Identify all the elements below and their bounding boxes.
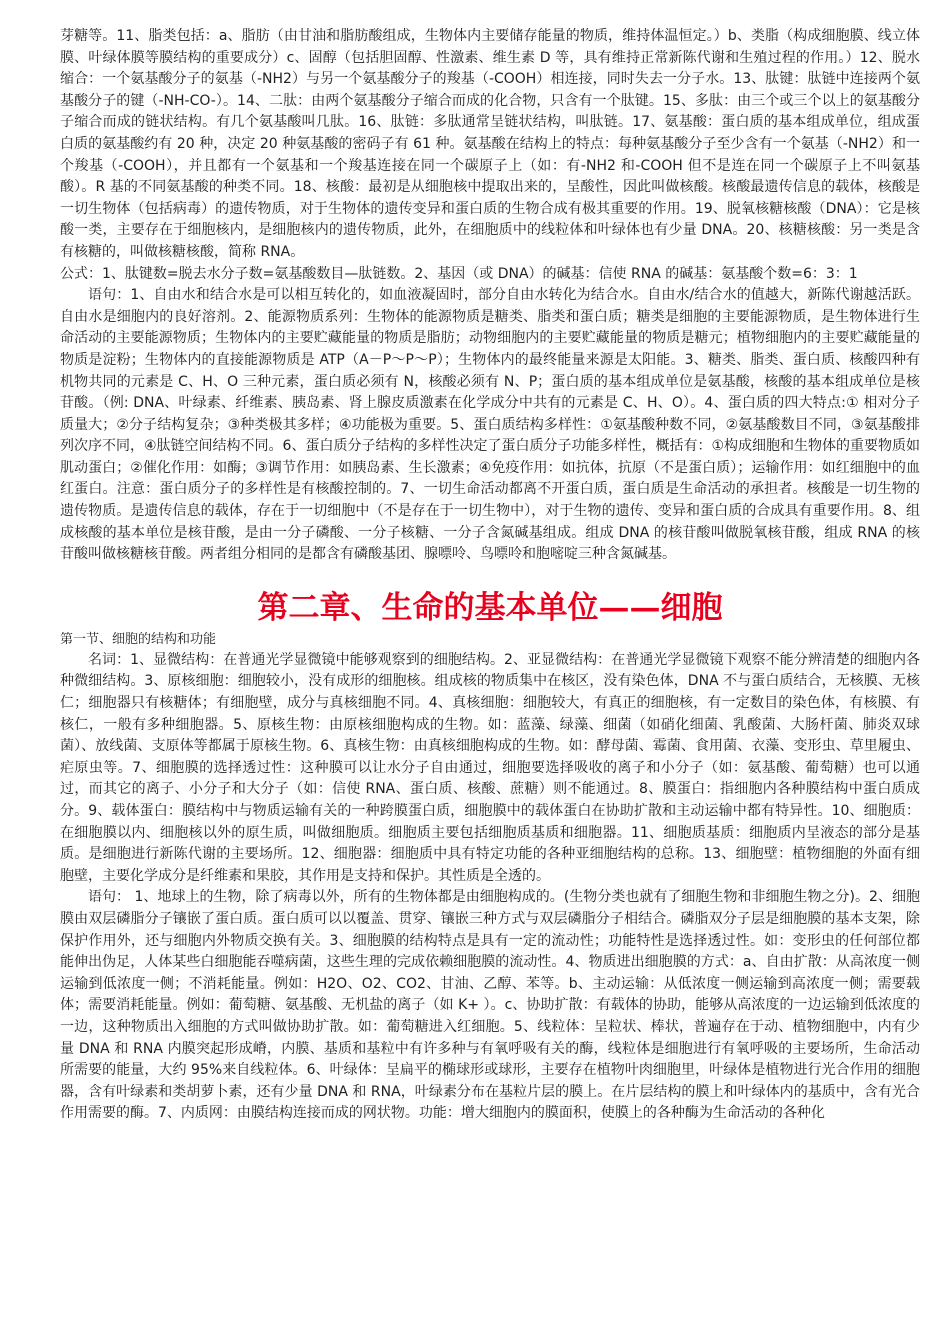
section-heading: 第一节、细胞的结构和功能: [60, 631, 217, 647]
paragraph-formula: 公式：1、肽键数=脱去水分子数=氨基酸数目—肽链数。2、基因（或 DNA）的碱基：信使 RNA 的碱基：氨基酸个数=6：3：1: [60, 265, 858, 282]
paragraph-statements-ch2: 语句： 1、地球上的生物，除了病毒以外，所有的生物体都是由细胞构成的。(生物分类也就有了细胞生物和非细胞生物之分)。2、细胞膜由双层磷脂分子镶嵌了蛋白质。蛋白质可以以覆盖、贯穿、镶嵌三种方式与双层磷脂分子相结合。磷脂双分子层是细胞膜的基本支架，除保护作用外，还与细胞内外物质交换有关。3、细胞膜的结构特点是具有一定的流动性；功能特性是选择透过性。如：变形虫的任何部位都能伸出伪足，人体某些白细胞能吞噬病菌，这些生理的完成依赖细胞膜的流动性。4、物质进出细胞膜的方式：a、自由扩散：从高浓度一侧运输到低浓度一侧；不消耗能量。例如：H2O、O2、CO2、甘油、乙醇、苯等。b、主动运输：从低浓度一侧运输到高浓度一侧；需要载体；需要消耗能量。例如：葡萄糖、氨基酸、无机盐的离子（如 K+ ）。c、协助扩散：有载体的协助，能够从高浓度的一边运输到低浓度的一边，这种物质出入细胞的方式叫做协助扩散。如：葡萄糖进入红细胞。5、线粒体：呈粒状、棒状，普遍存在于动、植物细胞中，内有少量 DNA 和 RNA 内膜突起形成嵴，内膜、基质和基粒中有许多种与有氧呼吸有关的酶，线粒体是细胞进行有氧呼吸的主要场所，生命活动所需要的能量，大约 95%来自线粒体。6、叶绿体：呈扁平的椭球形或球形，主要存在植物叶肉细胞里，叶绿体是植物进行光合作用的细胞器，含有叶绿素和类胡萝卜素，还有少量 DNA 和 RNA，叶绿素分布在基粒片层的膜上。在片层结构的膜上和叶绿体内的基质中，含有光合作用需要的酶。7、内质网：由膜结构连接而成的网状物。功能：增大细胞内的膜面积，使膜上的各种酶为生命活动的各种化: [60, 889, 920, 1122]
paragraph-statements-ch1: 语句：1、自由水和结合水是可以相互转化的，如血液凝固时，部分自由水转化为结合水。自由水/结合水的值越大，新陈代谢越活跃。自由水是细胞内的良好溶剂。2、能源物质系列：生物体的能源物质是糖类、脂类和蛋白质；糖类是细胞的主要能源物质，是生物体进行生命活动的主要能源物质；生物体内的主要贮藏能量的物质是脂肪；动物细胞内的主要贮藏能量的物质是糖元；植物细胞内的主要贮藏能量的物质是淀粉；生物体内的直接能源物质是 ATP（A－P～P～P）；生物体内的最终能量来源是太阳能。3、糖类、脂类、蛋白质、核酸四种有机物共同的元素是 C、H、O 三种元素，蛋白质必须有 N，核酸必须有 N、P；蛋白质的基本组成单位是氨基酸，核酸的基本组成单位是核苷酸。（例: DNA、叶绿素、纤维素、胰岛素、肾上腺皮质激素在化学成分中共有的元素是 C、H、O）。4、蛋白质的四大特点:① 相对分子质量大；②分子结构复杂；③种类极其多样；④功能极为重要。5、蛋白质结构多样性：①氨基酸种数不同，②氨基酸数目不同，③氨基酸排列次序不同，④肽链空间结构不同。6、蛋白质分子结构的多样性决定了蛋白质分子功能多样性，概括有：①构成细胞和生物体的重要物质如肌动蛋白；②催化作用：如酶；③调节作用：如胰岛素、生长激素；④免疫作用：如抗体，抗原（不是蛋白质）；运输作用：如红细胞中的血红蛋白。注意：蛋白质分子的多样性是有核酸控制的。7、一切生命活动都离不开蛋白质，蛋白质是生命活动的承担者。核酸是一切生物的遗传物质。是遗传信息的载体，存在于一切细胞中（不是存在于一切生物中），对于生物的遗传、变异和蛋白质的合成具有重要作用。8、组成核酸的基本单位是核苷酸，是由一分子磷酸、一分子核糖、一分子含氮碱基组成。组成 DNA 的核苷酸叫做脱氧核苷酸，组成 RNA 的核苷酸叫做核糖核苷酸。两者组分相同的是都含有磷酸基团、腺嘌呤、鸟嘌呤和胞嘧啶三种含氮碱基。: [60, 287, 921, 563]
paragraph-lipids-nucleic-acids: 芽糖等。11、脂类包括：a、脂肪（由甘油和脂肪酸组成，生物体内主要储存能量的物质，维持体温恒定。）b、类脂（构成细胞膜、线立体膜、叶绿体膜等膜结构的重要成分）c、固醇（包括胆固醇、性激素、维生素 D 等，具有维持正常新陈代谢和生殖过程的作用。）12、脱水缩合：一个氨基酸分子的氨基（-NH2）与另一个氨基酸分子的羧基（-COOH）相连接，同时失去一分子水。13、肽键：肽链中连接两个氨基酸分子的键（-NH-CO-）。14、二肽：由两个氨基酸分子缩合而成的化合物，只含有一个肽键。15、多肽：由三个或三个以上的氨基酸分子缩合而成的链状结构。有几个氨基酸叫几肽。16、肽链：多肽通常呈链状结构，叫肽链。17、氨基酸：蛋白质的基本组成单位，组成蛋白质的氨基酸约有 20 种，决定 20 种氨基酸的密码子有 61 种。氨基酸在结构上的特点：每种氨基酸分子至少含有一个氨基（-NH2）和一个羧基（-COOH），并且都有一个氨基和一个羧基连接在同一个碳原子上（如：有-NH2 和-COOH 但不是连在同一个碳原子上不叫氨基酸）。R 基的不同氨基酸的种类不同。18、核酸：最初是从细胞核中提取出来的，呈酸性，因此叫做核酸。核酸最遗传信息的载体，核酸是一切生物体（包括病毒）的遗传物质，对于生物体的遗传变异和蛋白质的生物合成有极其重要的作用。19、脱氧核糖核酸（DNA）：它是核酸一类，主要存在于细胞核内，是细胞核内的遗传物质，此外，在细胞质中的线粒体和叶绿体也有少量 DNA。20、核糖核酸：另一类是含有核糖的，叫做核糖核酸，简称 RNA。: [60, 28, 920, 260]
chapter-title: 第二章、生命的基本单位——细胞: [257, 589, 723, 626]
paragraph-terms-ch2: 名词：1、显微结构：在普通光学显微镜中能够观察到的细胞结构。2、亚显微结构：在普通光学显微镜下观察不能分辨清楚的细胞内各种微细结构。3、原核细胞：细胞较小，没有成形的细胞核。组成核的物质集中在核区，没有染色体，DNA 不与蛋白质结合，无核膜、无核仁；细胞器只有核糖体；有细胞壁，成分与真核细胞不同。4、真核细胞：细胞较大，有真正的细胞核，有一定数目的染色体，有核膜、有核仁，一般有多种细胞器。5、原核生物：由原核细胞构成的生物。如：蓝藻、绿藻、细菌（如硝化细菌、乳酸菌、大肠杆菌、肺炎双球菌）、放线菌、支原体等都属于原核生物。6、真核生物：由真核细胞构成的生物。如：酵母菌、霉菌、食用菌、衣藻、变形虫、草里履虫、疟原虫等。7、细胞膜的选择透过性：这种膜可以让水分子自由通过，细胞要选择吸收的离子和小分子（如：氨基酸、葡萄糖）也可以通过，而其它的离子、小分子和大分子（如：信使 RNA、蛋白质、核酸、蔗糖）则不能通过。8、膜蛋白：指细胞内各种膜结构中蛋白质成分。9、载体蛋白：膜结构中与物质运输有关的一种跨膜蛋白质，细胞膜中的载体蛋白在协助扩散和主动运输中都有特异性。10、细胞质：在细胞膜以内、细胞核以外的原生质，叫做细胞质。细胞质主要包括细胞质基质和细胞器。11、细胞质基质：细胞质内呈液态的部分是基质。是细胞进行新陈代谢的主要场所。12、细胞器：细胞质中具有特定功能的各种亚细胞结构的总称。13、细胞壁：植物细胞的外面有细胞壁，主要化学成分是纤维素和果胶，其作用是支持和保护。其性质是全透的。: [60, 651, 920, 884]
